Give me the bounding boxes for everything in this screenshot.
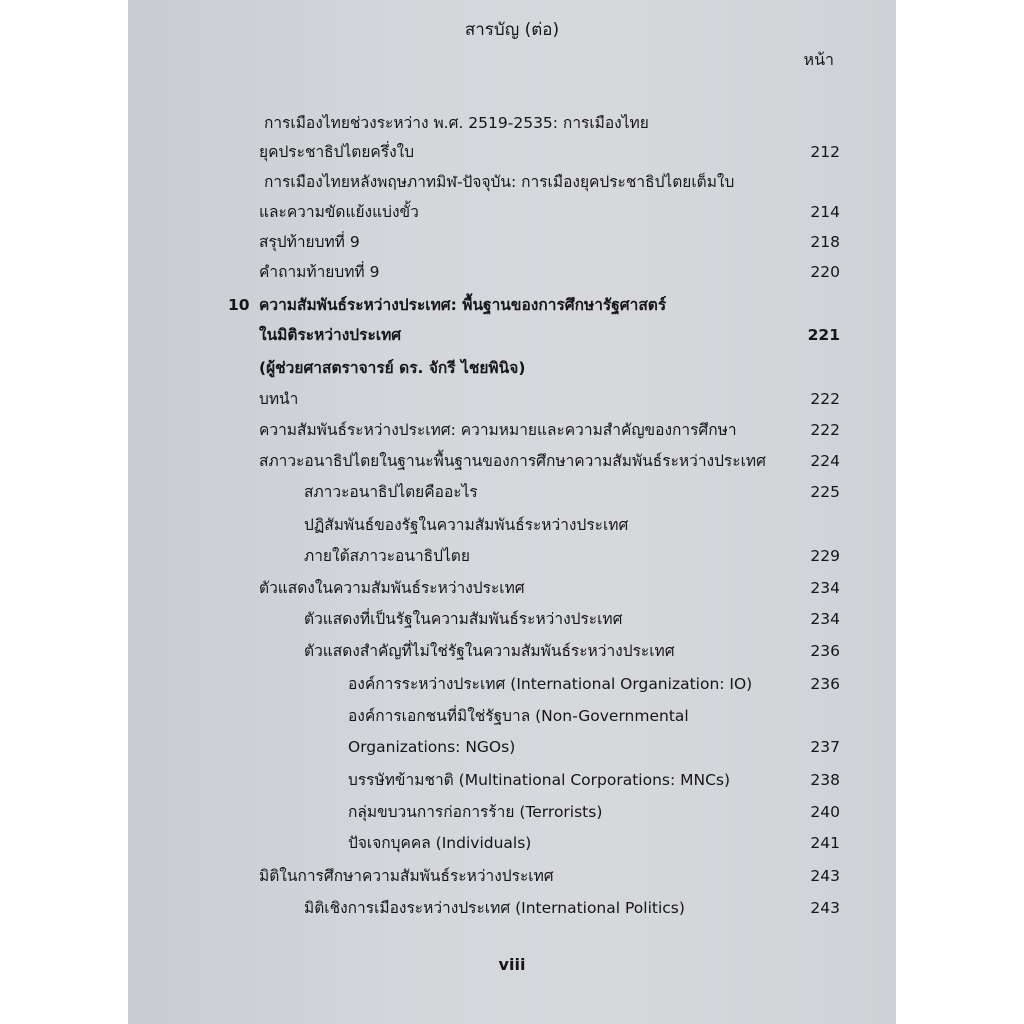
toc-entry-text: ตัวแสดงที่เป็นรัฐในความสัมพันธ์ระหว่างประเทศ	[304, 610, 623, 628]
toc-entry-text: ความสัมพันธ์ระหว่างประเทศ: ความหมายและความสำคัญของการศึกษา	[259, 421, 737, 439]
toc-entry	[128, 477, 896, 507]
toc-entry-text: องค์การเอกชนที่มิใช่รัฐบาล (Non-Governmental	[348, 707, 689, 725]
toc-entry-page: 224	[810, 452, 840, 470]
toc-entry-page: 243	[810, 899, 840, 917]
toc-entry	[128, 510, 896, 540]
toc-entry	[128, 541, 896, 571]
toc-entry-page: 234	[810, 579, 840, 597]
toc-entry-text: Organizations: NGOs)	[348, 738, 516, 756]
toc-entry-text: ในมิติระหว่างประเทศ	[259, 326, 402, 344]
toc-entry-text: ภายใต้สภาวะอนาธิปไตย	[304, 547, 470, 565]
toc-entry	[128, 384, 896, 414]
toc-entry-page: 238	[810, 771, 840, 789]
toc-entry-text: มิติในการศึกษาความสัมพันธ์ระหว่างประเทศ	[259, 867, 554, 885]
toc-entry-text: ตัวแสดงสำคัญที่ไม่ใช่รัฐในความสัมพันธ์ระหว่างประเทศ	[304, 642, 675, 660]
toc-entry-text: องค์การระหว่างประเทศ (International Organization: IO)	[348, 675, 753, 693]
page-title: สารบัญ (ต่อ)	[464, 20, 560, 40]
toc-entry-page: 229	[810, 547, 840, 565]
toc-entry-text: การเมืองไทยหลังพฤษภาทมิฬ-ปัจจุบัน: การเมืองยุคประชาธิปไตยเต็มใบ	[264, 173, 735, 191]
toc-entry-page: 240	[810, 803, 840, 821]
toc-entry-page: 222	[810, 421, 840, 439]
toc-entry-text: ปัจเจกบุคคล (Individuals)	[348, 834, 532, 852]
toc-entry-text: ตัวแสดงในความสัมพันธ์ระหว่างประเทศ	[259, 579, 525, 597]
toc-entry	[128, 137, 896, 167]
toc-entry-text: ยุคประชาธิปไตยครึ่งใบ	[259, 143, 415, 161]
toc-entry-text: ปฏิสัมพันธ์ของรัฐในความสัมพันธ์ระหว่างประเทศ	[304, 516, 629, 534]
toc-entry-page: 212	[810, 143, 840, 161]
toc-entry-text: บทนำ	[259, 390, 299, 408]
toc-entry	[128, 446, 896, 476]
toc-entry-page: 225	[810, 483, 840, 501]
toc-entry-page: 241	[810, 834, 840, 852]
toc-entry	[128, 636, 896, 666]
book-page	[128, 0, 896, 1024]
toc-entry	[128, 257, 896, 287]
toc-entry-text: มิติเชิงการเมืองระหว่างประเทศ (International Politics)	[304, 899, 685, 917]
toc-entry-page: 222	[810, 390, 840, 408]
toc-entry-text: (ผู้ช่วยศาสตราจารย์ ดร. จักรี ไชยพินิจ)	[259, 359, 526, 377]
toc-entry	[128, 573, 896, 603]
toc-entry	[128, 797, 896, 827]
toc-chapter-author	[128, 353, 896, 383]
toc-entry-page: 214	[810, 203, 840, 221]
toc-entry-text: สรุปท้ายบทที่ 9	[259, 233, 360, 251]
toc-entry	[128, 108, 896, 138]
folio-page-number: viii	[498, 955, 526, 974]
toc-entry	[128, 861, 896, 891]
toc-entry-page: 221	[807, 326, 840, 344]
toc-entry	[128, 197, 896, 227]
toc-entry-page: 237	[810, 738, 840, 756]
toc-entry	[128, 732, 896, 762]
toc-entry-text: และความขัดแย้งแบ่งขั้ว	[259, 203, 419, 221]
toc-entry	[128, 669, 896, 699]
toc-chapter-heading	[128, 320, 896, 350]
toc-entry-page: 234	[810, 610, 840, 628]
toc-entry	[128, 765, 896, 795]
toc-entry	[128, 828, 896, 858]
toc-entry-text: คำถามท้ายบทที่ 9	[259, 263, 380, 281]
chapter-number: 10	[228, 296, 250, 314]
toc-entry	[128, 604, 896, 634]
toc-entry-page: 243	[810, 867, 840, 885]
toc-chapter-heading	[128, 290, 896, 320]
toc-entry-page: 218	[810, 233, 840, 251]
toc-entry-text: สภาวะอนาธิปไตยคืออะไร	[304, 483, 478, 501]
toc-entry-text: กลุ่มขบวนการก่อการร้าย (Terrorists)	[348, 803, 603, 821]
toc-entry-page: 236	[810, 675, 840, 693]
toc-entry-text: ความสัมพันธ์ระหว่างประเทศ: พื้นฐานของการศึกษารัฐศาสตร์	[259, 296, 667, 314]
toc-entry-text: บรรษัทข้ามชาติ (Multinational Corporations: MNCs)	[348, 771, 731, 789]
toc-entry-text: การเมืองไทยช่วงระหว่าง พ.ศ. 2519-2535: การเมืองไทย	[264, 114, 649, 132]
toc-entry	[128, 893, 896, 923]
toc-entry-page: 236	[810, 642, 840, 660]
toc-entry	[128, 701, 896, 731]
toc-entry	[128, 415, 896, 445]
toc-entry	[128, 167, 896, 197]
toc-entry-text: สภาวะอนาธิปไตยในฐานะพื้นฐานของการศึกษาความสัมพันธ์ระหว่างประเทศ	[259, 452, 766, 470]
toc-entry	[128, 227, 896, 257]
toc-entry-page: 220	[810, 263, 840, 281]
page-column-label: หน้า	[803, 50, 834, 69]
